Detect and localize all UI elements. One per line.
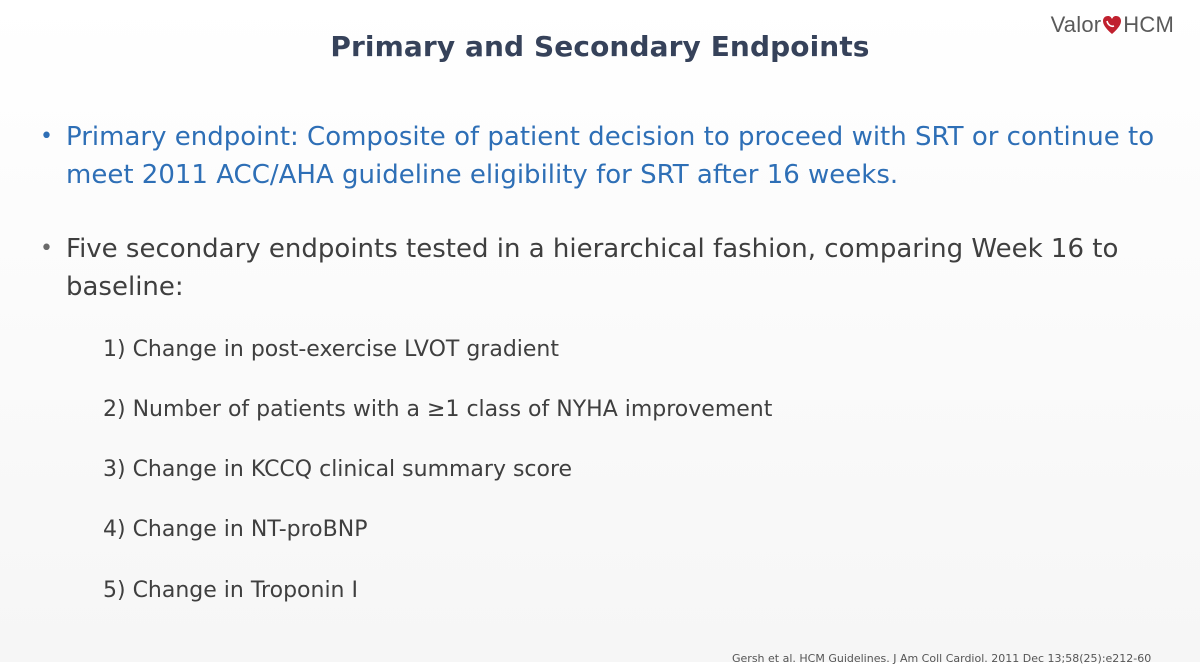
citation-footer: Gersh et al. HCM Guidelines. J Am Coll Cardiol. 2011 Dec 13;58(25):e212-60 bbox=[732, 652, 1152, 665]
secondary-endpoint-item: 4) Change in NT-proBNP bbox=[103, 517, 368, 542]
primary-endpoint-bullet bbox=[40, 118, 1170, 194]
logo-text-valor: Valor bbox=[1050, 12, 1102, 37]
bullet-symbol: • bbox=[40, 124, 53, 149]
bullet-symbol: • bbox=[40, 236, 53, 261]
logo-text-hcm: HCM bbox=[1123, 12, 1174, 37]
secondary-endpoint-item: 3) Change in KCCQ clinical summary score bbox=[103, 457, 573, 482]
secondary-endpoint-item: 5) Change in Troponin I bbox=[103, 578, 358, 603]
primary-endpoint-text: Primary endpoint: Composite of patient decision to proceed with SRT or continue to meet 2011 ACC/AHA guideline eligibility for SRT after 16 weeks. bbox=[66, 122, 1155, 190]
secondary-endpoint-item: 2) Number of patients with a ≥1 class of NYHA improvement bbox=[103, 397, 773, 422]
slide-title: Primary and Secondary Endpoints bbox=[330, 30, 870, 63]
secondary-endpoints-intro-text: Five secondary endpoints tested in a hierarchical fashion, comparing Week 16 to baseline: bbox=[66, 234, 1119, 302]
secondary-endpoint-item: 1) Change in post-exercise LVOT gradient bbox=[103, 337, 560, 362]
secondary-endpoints-bullet bbox=[40, 230, 1170, 306]
